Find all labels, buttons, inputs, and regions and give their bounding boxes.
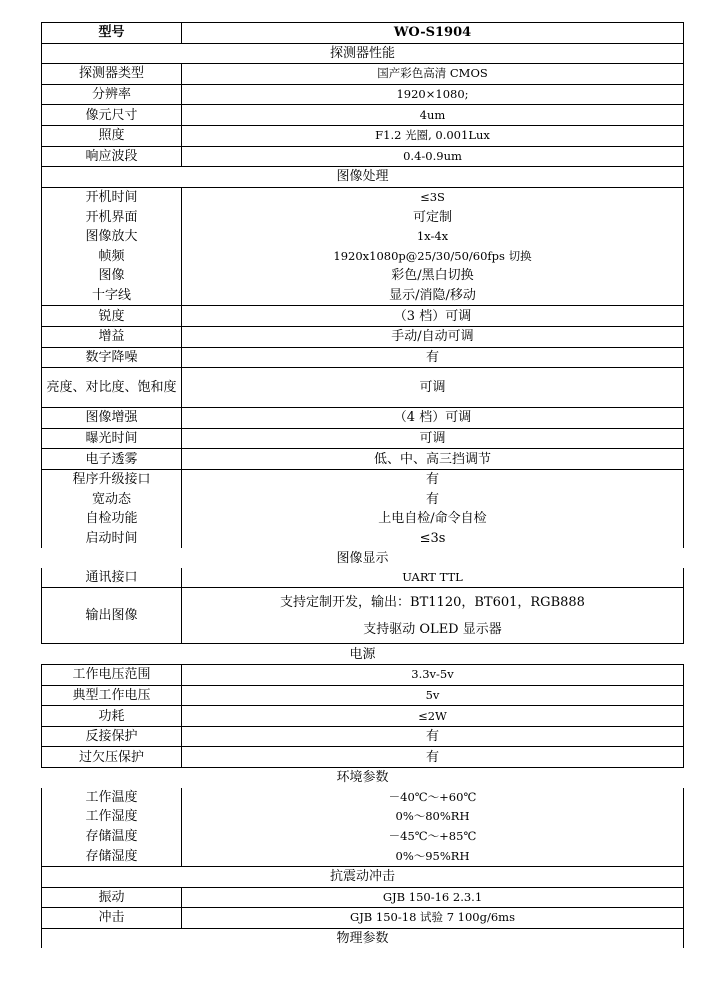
section-power-row [42,644,684,665]
row-label: 图像放大 [42,227,182,247]
table-row [42,665,684,686]
output-line-1: 支持定制开发，输出：BT1120，BT601，RGB888 [280,594,585,610]
row-label: 过欠压保护 [42,747,182,768]
row-label: 分辨率 [42,84,182,105]
row-value: 0%～80%RH [182,807,684,827]
row-label: 存储温度 [42,827,182,847]
row-value: 0.4-0.9um [182,146,684,167]
row-label: 宽动态 [42,489,182,509]
table-row [42,368,684,408]
row-label: 通讯接口 [42,568,182,588]
row-value: 国产彩色高清 CMOS [182,64,684,85]
row-value: 1920×1080; [182,84,684,105]
row-value: 5v [182,685,684,706]
section-vibration-row [42,866,684,887]
row-value: ≤2W [182,706,684,727]
row-value: 3.3v-5v [182,665,684,686]
row-value: 低、中、高三挡调节 [182,449,684,470]
row-value: 1x-4x [182,227,684,247]
table-row [42,568,684,588]
table-row [42,747,684,768]
row-label: 亮度、对比度、饱和度 [42,368,182,408]
row-value: 可调 [182,428,684,449]
section-vibration: 抗震动冲击 [42,866,684,887]
row-value: 彩色/黑白切换 [182,266,684,286]
row-value: 显示/消隐/移动 [182,286,684,306]
row-value [182,588,684,644]
row-value: GJB 150-18 试验 7 100g/6ms [182,908,684,929]
row-label: 图像增强 [42,408,182,429]
table-row [42,64,684,85]
row-label: 响应波段 [42,146,182,167]
section-environment: 环境参数 [336,770,389,786]
row-label: 曝光时间 [42,428,182,449]
row-value: ≤3S [182,187,684,207]
row-label: 典型工作电压 [42,685,182,706]
table-row [42,84,684,105]
table-row [42,807,684,827]
row-label: 输出图像 [42,588,182,644]
row-label: 开机时间 [42,187,182,207]
row-value: 有 [182,489,684,509]
table-row [42,529,684,549]
table-row [42,105,684,126]
row-value: 0%～95%RH [182,846,684,866]
row-label: 程序升级接口 [42,469,182,489]
table-row [42,726,684,747]
section-sensor-row [42,43,684,64]
row-label: 锐度 [42,306,182,327]
table-row [42,887,684,908]
row-label: 存储湿度 [42,846,182,866]
row-label: 反接保护 [42,726,182,747]
row-value: 1920x1080p@25/30/50/60fps 切换 [182,247,684,267]
row-value: F1.2 光圈, 0.001Lux [182,125,684,146]
table-row [42,247,684,267]
table-row [42,788,684,808]
row-label: 图像 [42,266,182,286]
section-physical: 物理参数 [42,928,684,948]
row-value: －45℃～+85℃ [182,827,684,847]
table-row [42,286,684,306]
row-value: （4 档）可调 [182,408,684,429]
table-row [42,469,684,489]
section-sensor: 探测器性能 [42,43,684,64]
row-label: 增益 [42,326,182,347]
output-line-2: 支持驱动 OLED 显示器 [363,621,502,637]
table-row [42,146,684,167]
table-row [42,449,684,470]
table-row [42,489,684,509]
row-value: 有 [182,726,684,747]
header-row [42,23,684,44]
model-number: WO-S1904 [182,23,684,44]
row-value: 有 [182,469,684,489]
row-value: （3 档）可调 [182,306,684,327]
row-value: ≤3s [182,529,684,549]
row-label: 帧频 [42,247,182,267]
section-processing-row [42,167,684,188]
table-row [42,685,684,706]
row-label: 十字线 [42,286,182,306]
table-row [42,827,684,847]
spec-sheet [41,22,683,948]
row-label: 冲击 [42,908,182,929]
row-label: 工作温度 [42,788,182,808]
row-label: 探测器类型 [42,64,182,85]
spec-table [41,22,684,948]
row-label: 启动时间 [42,529,182,549]
section-image-display: 图像显示 [336,550,389,566]
section-display-row [42,548,684,568]
row-label: 自检功能 [42,509,182,529]
row-value: GJB 150-16 2.3.1 [182,887,684,908]
table-row [42,266,684,286]
section-image-processing: 图像处理 [42,167,684,188]
table-row [42,326,684,347]
table-row [42,187,684,207]
row-value: 4um [182,105,684,126]
row-value: 可定制 [182,207,684,227]
row-label: 振动 [42,887,182,908]
row-label: 开机界面 [42,207,182,227]
row-value: 有 [182,747,684,768]
row-label: 电子透雾 [42,449,182,470]
row-label: 像元尺寸 [42,105,182,126]
row-label: 工作湿度 [42,807,182,827]
table-row [42,306,684,327]
section-physical-row [42,928,684,948]
header-label: 型号 [42,23,182,44]
row-label: 功耗 [42,706,182,727]
row-value: 上电自检/命令自检 [182,509,684,529]
table-row [42,347,684,368]
row-label: 工作电压范围 [42,665,182,686]
table-row [42,908,684,929]
table-row [42,428,684,449]
table-row [42,588,684,644]
row-value: 可调 [182,368,684,408]
table-row [42,207,684,227]
section-environment-row [42,768,684,788]
table-row [42,706,684,727]
row-label: 数字降噪 [42,347,182,368]
row-label: 照度 [42,125,182,146]
row-value: UART TTL [182,568,684,588]
table-row [42,509,684,529]
row-value: 手动/自动可调 [182,326,684,347]
section-power: 电源 [42,644,684,665]
table-row [42,408,684,429]
row-value: 有 [182,347,684,368]
table-row [42,125,684,146]
table-row [42,227,684,247]
row-value: －40℃～+60℃ [182,788,684,808]
table-row [42,846,684,866]
